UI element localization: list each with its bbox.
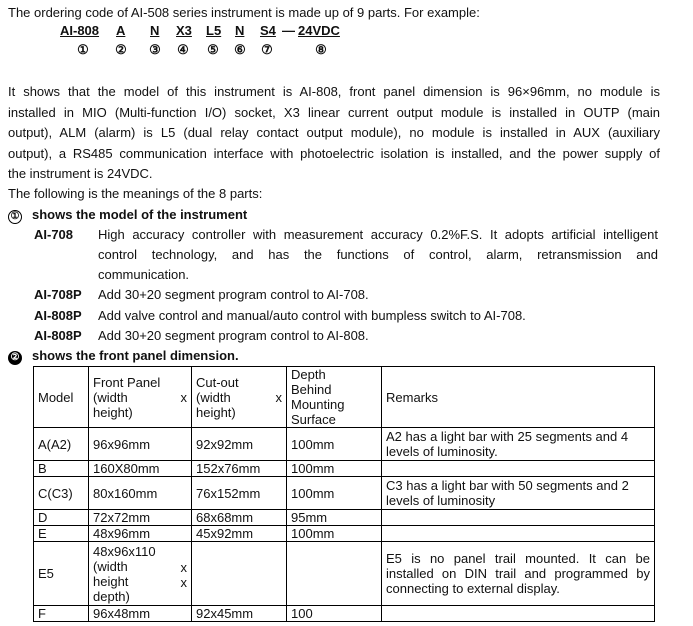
model-label: AI-808P [34, 308, 82, 323]
section-1-title: shows the model of the instrument [32, 207, 248, 222]
model-description: Add 30+20 segment program control to AI-808. [98, 328, 369, 343]
header-front-x: x [180, 389, 187, 405]
cell-remarks: C3 has a light bar with 50 segments and 2 levels of luminosity [382, 477, 655, 510]
cell-cutout: 92x45mm [192, 606, 287, 622]
table-row [34, 606, 655, 622]
cell-front: 96x48mm [89, 606, 192, 622]
paragraph-line: the instrument is 24VDC. [8, 166, 153, 181]
code-part: S4 [260, 23, 276, 38]
marker-6: ⑥ [234, 42, 246, 57]
cell-front: 80x160mm [89, 477, 192, 510]
cell-model: A(A2) [34, 428, 89, 461]
header-depth-line: Behind [291, 382, 332, 397]
cell-depth [287, 542, 382, 606]
cell-model: B [34, 461, 89, 477]
table-row [34, 461, 655, 477]
model-description: Add 30+20 segment program control to AI-708. [98, 287, 369, 302]
cell-front: 48x96mm [89, 526, 192, 542]
model-label: AI-708 [34, 227, 74, 242]
code-model: AI-808 [60, 23, 100, 38]
section-2-title: shows the front panel dimension. [32, 348, 239, 363]
paragraph-line: output), a RS485 communication interface with photoelectric isolation is installed, and the power supply of [8, 146, 660, 161]
cell-depth: 95mm [287, 510, 382, 526]
model-description-line: control technology, and has the functions of control, alarm, retransmission and [98, 247, 658, 262]
cell-remarks [382, 510, 655, 526]
header-front-line: Front Panel [93, 374, 161, 390]
cell-front [89, 542, 192, 606]
marker-1: ① [77, 42, 89, 57]
intro-text: The ordering code of AI-508 series instrument is made up of 9 parts. For example: [8, 5, 480, 20]
cell-remarks [382, 526, 655, 542]
model-description-line: communication. [98, 267, 190, 282]
header-cutout-line: (width [196, 389, 231, 405]
model-label: AI-808P [34, 328, 82, 343]
header-model: Model [34, 367, 89, 428]
cell-model: C(C3) [34, 477, 89, 510]
code-part: X3 [176, 23, 192, 38]
cell-cutout: 76x152mm [192, 477, 287, 510]
paragraph-line: installed in MIO (Multi-function I/O) socket, X3 linear current output module is installed in OUTP (main [8, 105, 660, 120]
cell-remarks [382, 461, 655, 477]
header-front-line: (width [93, 389, 128, 405]
meanings-intro: The following is the meanings of the 8 parts: [8, 186, 263, 201]
cell-front-line: (width [93, 558, 128, 574]
cell-cutout [192, 542, 287, 606]
section-1-heading [8, 207, 247, 224]
header-remarks: Remarks [382, 367, 655, 428]
section-2-marker: ② [8, 351, 22, 365]
model-description [98, 225, 658, 285]
table-header-row [34, 367, 655, 428]
table-row [34, 428, 655, 461]
marker-2: ② [115, 42, 127, 57]
cell-cutout: 68x68mm [192, 510, 287, 526]
cell-front: 72x72mm [89, 510, 192, 526]
cell-model: F [34, 606, 89, 622]
code-part: N [235, 23, 245, 38]
table-row [34, 510, 655, 526]
cell-depth: 100 [287, 606, 382, 622]
model-label: AI-708P [34, 287, 82, 302]
marker-4: ④ [177, 42, 189, 57]
header-cutout-x: x [275, 389, 282, 405]
cell-depth: 100mm [287, 461, 382, 477]
table-row [34, 526, 655, 542]
paragraph-line: It shows that the model of this instrument is AI-808, front panel dimension is 96×96mm, no module is [8, 84, 660, 99]
header-depth [287, 367, 382, 428]
marker-3: ③ [149, 42, 161, 57]
cell-cutout: 152x76mm [192, 461, 287, 477]
cell-front-line: depth) [93, 588, 130, 604]
cell-remarks [382, 606, 655, 622]
header-cutout-line: height) [196, 404, 236, 420]
cell-front: 160X80mm [89, 461, 192, 477]
cell-front-x: x [180, 574, 187, 590]
marker-7: ⑦ [261, 42, 273, 57]
paragraph-line: output), ALM (alarm) is L5 (dual relay contact output module), no module is installed in AUX (auxiliary [8, 125, 660, 140]
cell-model: D [34, 510, 89, 526]
cell-front: 96x96mm [89, 428, 192, 461]
table-row [34, 477, 655, 510]
section-1-marker: ① [8, 210, 22, 224]
header-depth-line: Depth [291, 367, 326, 382]
code-part: N [150, 23, 160, 38]
section-2-heading [8, 348, 239, 365]
cell-remarks: A2 has a light bar with 25 segments and 4 levels of luminosity. [382, 428, 655, 461]
cell-cutout: 92x92mm [192, 428, 287, 461]
table-row [34, 542, 655, 606]
header-cutout [192, 367, 287, 428]
dimension-table [33, 366, 655, 622]
cell-depth: 100mm [287, 526, 382, 542]
header-cutout-line: Cut-out [196, 374, 239, 390]
code-part: A [116, 23, 126, 38]
cell-depth: 100mm [287, 428, 382, 461]
header-front-panel [89, 367, 192, 428]
cell-model: E [34, 526, 89, 542]
marker-8: ⑧ [315, 42, 327, 57]
cell-depth: 100mm [287, 477, 382, 510]
model-description-line: High accuracy controller with measurement accuracy 0.2%F.S. It adopts artificial intelligent [98, 227, 658, 242]
model-description: Add valve control and manual/auto control with bumpless switch to AI-708. [98, 308, 526, 323]
cell-front-x: x [180, 559, 187, 575]
cell-front-line: height [93, 573, 129, 589]
cell-model: E5 [34, 542, 89, 606]
header-front-line: height) [93, 404, 133, 420]
cell-remarks: E5 is no panel trail mounted. It can be installed on DIN trail and programmed by connecting to external display. [382, 542, 655, 606]
header-depth-line: Mounting [291, 397, 345, 412]
cell-front-line: 48x96x110 [93, 543, 156, 559]
cell-cutout: 45x92mm [192, 526, 287, 542]
code-dash: — [282, 23, 295, 38]
marker-5: ⑤ [207, 42, 219, 57]
code-power: 24VDC [298, 23, 340, 38]
code-part: L5 [206, 23, 222, 38]
header-depth-line: Surface [291, 412, 336, 427]
